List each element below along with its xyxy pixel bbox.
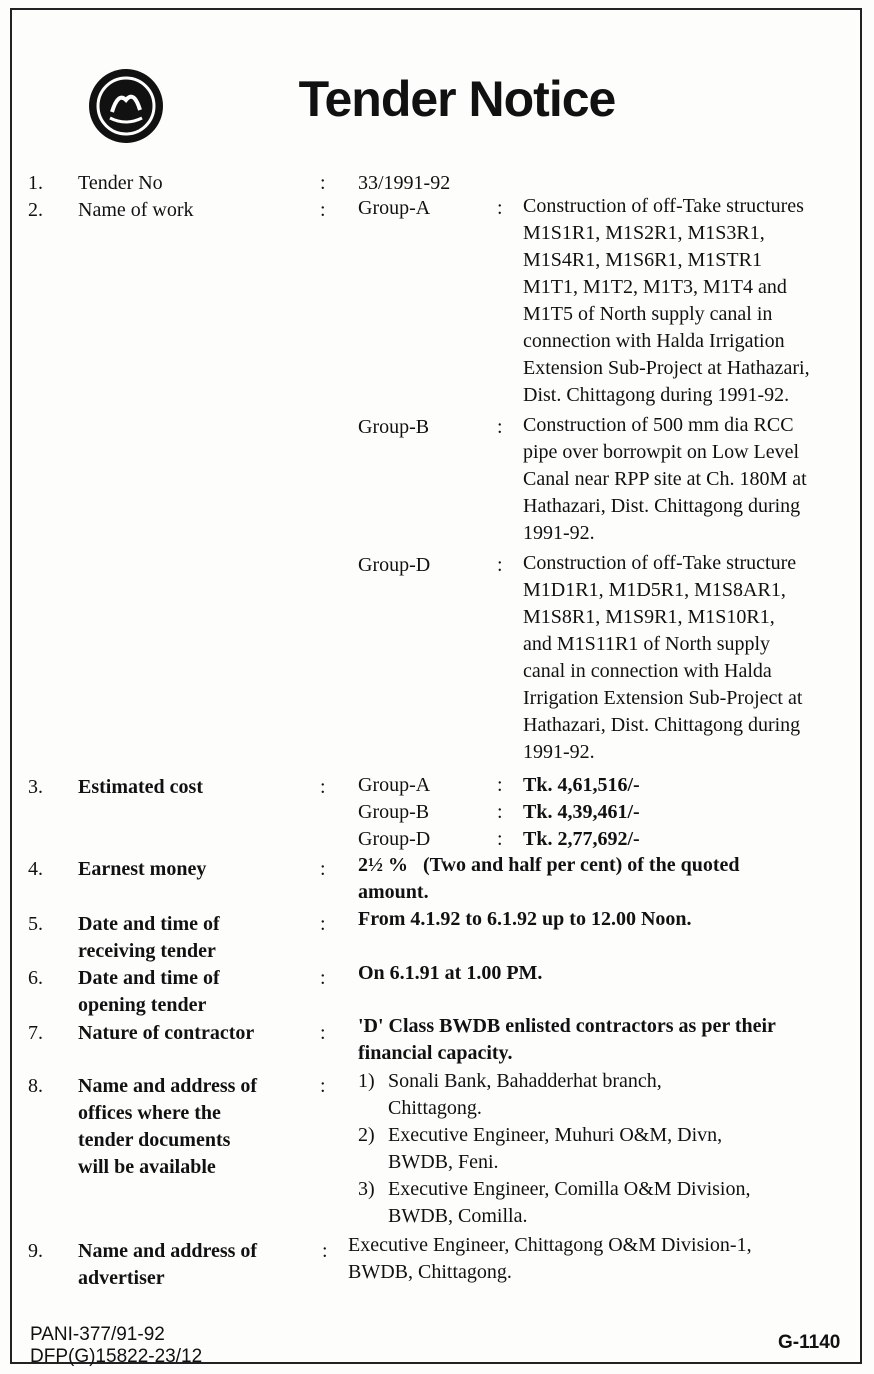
- contractor-nature-line: financial capacity.: [358, 1042, 513, 1064]
- item-label: Nature of contractor: [78, 1022, 255, 1044]
- colon: :: [497, 197, 503, 219]
- item-number: 7.: [28, 1022, 43, 1044]
- cost-amount: Tk. 2,77,692/-: [523, 828, 640, 850]
- group-label: Group-A: [358, 197, 431, 219]
- office-entry: 2) Executive Engineer, Muhuri O&M, Divn, BWDB, Feni.: [358, 1124, 723, 1173]
- colon: :: [320, 172, 326, 194]
- group-label: Group-D: [358, 828, 431, 850]
- group-d-description: Construction of off-Take structure M1D1R1, M1D5R1, M1S8AR1, M1S8R1, M1S9R1, M1S10R1, and M1S11R1 of North supply canal in connection with Halda Irrigation Extension Sub-Project at Hathazari, Dist. Chittagong during 1991-92.: [523, 552, 803, 763]
- reference-codes: PANI-377/91-92 DFP(G)15822-23/12: [30, 1324, 203, 1367]
- item-label: Name and address of advertiser: [78, 1240, 258, 1289]
- group-label: Group-B: [358, 801, 430, 823]
- colon: :: [497, 554, 503, 576]
- group-label: Group-B: [358, 416, 430, 438]
- item-label: Name of work: [78, 199, 194, 221]
- colon: :: [497, 774, 503, 796]
- item-number: 3.: [28, 776, 43, 798]
- item-label: Name and address of offices where the tender documents will be available: [78, 1075, 258, 1178]
- item-label: Estimated cost: [78, 776, 203, 798]
- item-number: 5.: [28, 913, 43, 935]
- colon: :: [497, 801, 503, 823]
- item-number: 9.: [28, 1240, 43, 1262]
- item-number: 1.: [28, 172, 43, 194]
- item-label: Date and time of receiving tender: [78, 913, 220, 962]
- colon: :: [320, 913, 326, 935]
- earnest-money-line: 2½ % (Two and half per cent) of the quoted: [358, 854, 740, 876]
- colon: :: [497, 416, 503, 438]
- colon: :: [320, 199, 326, 221]
- cost-amount: Tk. 4,39,461/-: [523, 801, 640, 823]
- publication-code: G-1140: [778, 1332, 841, 1353]
- colon: :: [320, 858, 326, 880]
- item-number: 2.: [28, 199, 43, 221]
- group-label: Group-A: [358, 774, 431, 796]
- office-entry: 1) Sonali Bank, Bahadderhat branch, Chittagong.: [358, 1070, 662, 1119]
- colon: :: [320, 1022, 326, 1044]
- notice-title: Tender Notice: [298, 71, 616, 127]
- tender-number: 33/1991-92: [358, 172, 451, 194]
- opening-tender-value: On 6.1.91 at 1.00 PM.: [358, 962, 543, 984]
- item-number: 6.: [28, 967, 43, 989]
- item-label: Earnest money: [78, 858, 207, 880]
- group-b-description: Construction of 500 mm dia RCC pipe over borrowpit on Low Level Canal near RPP site at Ch. 180M at Hathazari, Dist. Chittagong during 1991-92.: [523, 414, 807, 544]
- item-label: Date and time of opening tender: [78, 967, 220, 1016]
- colon: :: [320, 967, 326, 989]
- office-entry: 3) Executive Engineer, Comilla O&M Division, BWDB, Comilla.: [358, 1178, 751, 1227]
- item-number: 4.: [28, 858, 43, 880]
- group-label: Group-D: [358, 554, 431, 576]
- contractor-nature-line: 'D' Class BWDB enlisted contractors as per their: [358, 1015, 776, 1037]
- item-label: Tender No: [78, 172, 163, 194]
- colon: :: [320, 1075, 326, 1097]
- colon: :: [322, 1240, 328, 1262]
- earnest-money-line: amount.: [358, 881, 429, 903]
- colon: :: [320, 776, 326, 798]
- advertiser-address: Executive Engineer, Chittagong O&M Division-1, BWDB, Chittagong.: [348, 1234, 752, 1283]
- group-a-description: Construction of off-Take structures M1S1R1, M1S2R1, M1S3R1, M1S4R1, M1S6R1, M1STR1 M1T1, M1T2, M1T3, M1T4 and M1T5 of North supply canal in connection with Halda Irrigation Extension Sub-Project at Hathazari, Dist. Chittagong during 1991-92.: [523, 195, 810, 406]
- item-number: 8.: [28, 1075, 43, 1097]
- colon: :: [497, 828, 503, 850]
- cost-amount: Tk. 4,61,516/-: [523, 774, 640, 796]
- receiving-tender-value: From 4.1.92 to 6.1.92 up to 12.00 Noon.: [358, 908, 692, 930]
